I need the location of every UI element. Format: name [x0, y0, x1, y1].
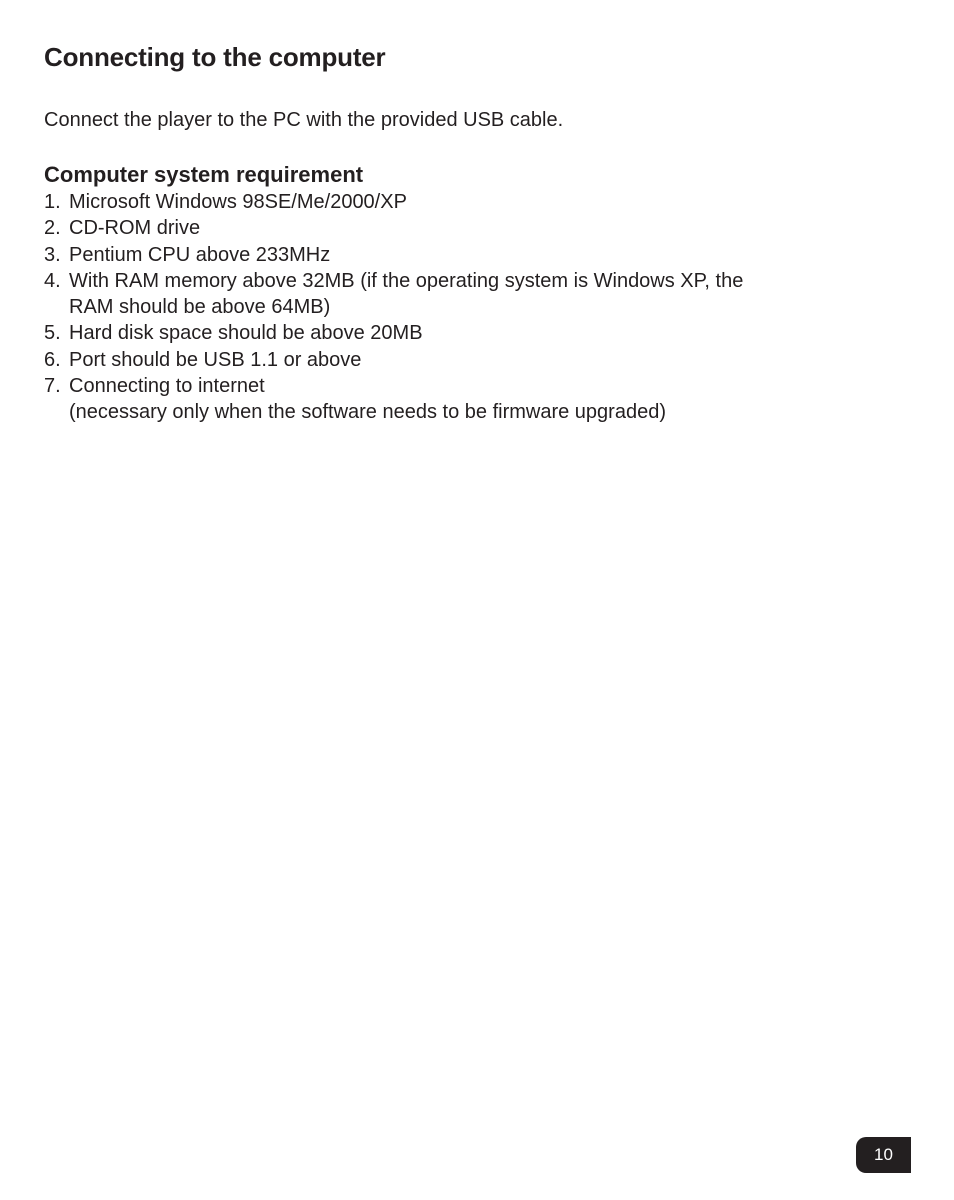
- requirement-item-1: [44, 189, 904, 215]
- intro-text: Connect the player to the PC with the provided USB cable.: [44, 109, 564, 131]
- requirement-number: 7.: [44, 375, 61, 398]
- requirement-item-6: [44, 347, 904, 373]
- requirement-number: 6.: [44, 348, 61, 371]
- requirement-item-5: [44, 320, 904, 346]
- requirement-item-4: [44, 268, 904, 321]
- requirement-continuation: RAM should be above 64MB): [69, 296, 331, 319]
- requirement-item-2: [44, 215, 904, 241]
- requirement-item-7: [44, 373, 904, 426]
- requirement-text: Microsoft Windows 98SE/Me/2000/XP: [69, 191, 407, 213]
- requirement-text: Pentium CPU above 233MHz: [69, 243, 331, 266]
- page-number: 10: [856, 1137, 911, 1173]
- requirement-text: Port should be USB 1.1 or above: [69, 348, 362, 371]
- requirement-text: With RAM memory above 32MB (if the operating system is Windows XP, the: [69, 269, 744, 292]
- requirement-continuation: (necessary only when the software needs to be firmware upgraded): [69, 401, 666, 424]
- requirement-number: 5.: [44, 322, 61, 345]
- requirements-list: [44, 189, 904, 426]
- requirements-heading: Computer system requirement: [44, 162, 364, 187]
- requirement-item-3: [44, 242, 904, 268]
- requirement-text: Hard disk space should be above 20MB: [69, 322, 423, 345]
- requirement-number: 3.: [44, 243, 61, 266]
- requirement-number: 4.: [44, 269, 61, 292]
- requirement-text: Connecting to internet: [69, 375, 265, 398]
- page-title: Connecting to the computer: [44, 42, 386, 72]
- requirement-text: CD-ROM drive: [69, 217, 201, 240]
- requirement-number: 2.: [44, 217, 61, 240]
- requirement-number: 1.: [44, 191, 61, 213]
